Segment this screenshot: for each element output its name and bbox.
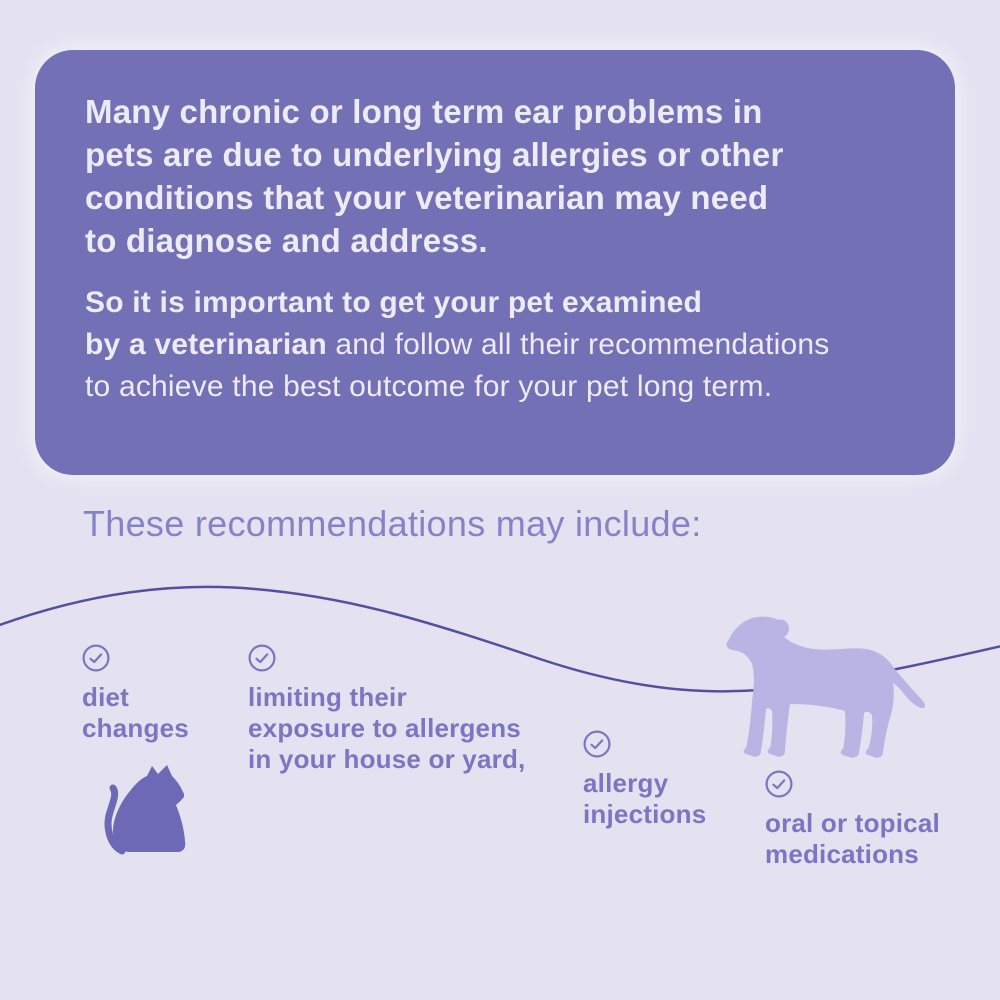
hero-paragraph-secondary: So it is important to get your pet examined by a veterinarian and follow all their recommendations to achieve the best outcome for your pet long term. xyxy=(85,286,830,403)
hero-paragraph-primary: Many chronic or long term ear problems in pets are due to underlying allergies or other conditions that your veterinarian may need to diagnose and address. xyxy=(85,93,784,259)
recommendation-item-diet-changes xyxy=(82,644,189,744)
recommendation-item-allergy-injections xyxy=(583,730,706,830)
cat-silhouette-icon xyxy=(100,763,192,857)
recommendation-item-limit-allergen-exposure xyxy=(248,644,525,775)
section-heading: These recommendations may include: xyxy=(83,503,702,544)
recommendation-item-oral-topical-medications xyxy=(765,770,940,870)
check-circle-icon xyxy=(583,730,611,758)
dog-silhouette-icon xyxy=(725,614,930,759)
check-circle-icon xyxy=(765,770,793,798)
recommendation-label: oral or topical medications xyxy=(765,808,940,869)
recommendation-label: limiting their exposure to allergens in your house or yard, xyxy=(248,682,526,774)
recommendation-label: diet changes xyxy=(82,682,189,743)
check-circle-icon xyxy=(82,644,110,672)
check-circle-icon xyxy=(248,644,276,672)
recommendation-label: allergy injections xyxy=(583,768,707,829)
